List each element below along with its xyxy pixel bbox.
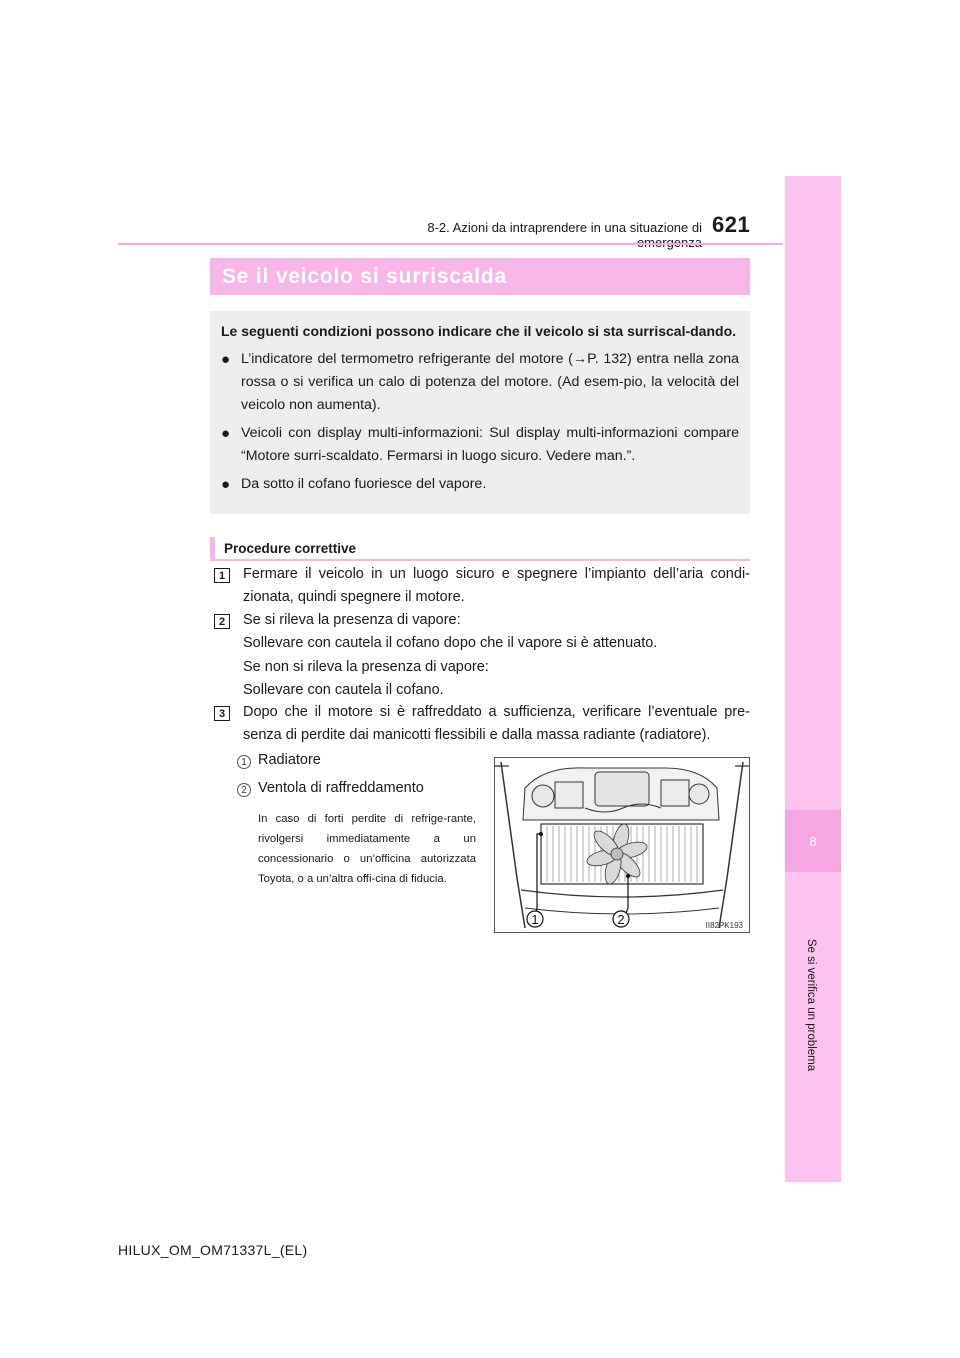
- list-item: [221, 473, 739, 496]
- bullet-text: L’indicatore del termometro refrigerante del motore (→P. 132) entra nella zona rossa o si verifica un calo di potenza del motore. (Ad esem-pio, la velocità del veicolo non aumenta).: [241, 351, 739, 413]
- figure-marker-1: 1: [531, 912, 539, 927]
- figure-code: II82PK193: [705, 921, 743, 930]
- procedure-heading-rule: [210, 559, 750, 561]
- step-text-1: Fermare il veicolo in un luogo sicuro e spegnere l’impianto dell’aria condi-zionata, quindi spegnere il motore.: [243, 566, 750, 605]
- list-item: [221, 422, 739, 468]
- chapter-side-label: [800, 905, 822, 1105]
- chapter-number: 8: [785, 810, 841, 872]
- engine-bay-illustration: [495, 758, 749, 932]
- procedure-heading: [210, 537, 750, 560]
- intro-box: [210, 311, 750, 514]
- step-text-2a-line2: Sollevare con cautela il cofano dopo che il vapore si è attenuato.: [243, 635, 658, 651]
- document-footer: HILUX_OM_OM71337L_(EL): [118, 1242, 308, 1258]
- step-number-3: 3: [214, 706, 230, 721]
- callout-number-2: 2: [237, 783, 251, 797]
- section-title-text: Se il veicolo si surriscalda: [222, 264, 508, 288]
- step-text-2b-line1: Se non si rileva la presenza di vapore:: [243, 659, 489, 675]
- chapter-title: 8-2. Azioni da intraprendere in una situazione di: [427, 220, 702, 235]
- bullet-text: Da sotto il cofano fuoriesce del vapore.: [241, 476, 487, 492]
- list-item: [221, 348, 739, 417]
- chapter-side-label-text: Se si verifica un problema: [805, 938, 817, 1072]
- section-title: [210, 258, 750, 295]
- intro-lead: Le seguenti condizioni possono indicare che il veicolo si sta surriscal-dando.: [221, 323, 737, 339]
- procedure-heading-text: Procedure correttive: [224, 541, 357, 556]
- bullet-icon: ●: [221, 351, 231, 368]
- step-text-2a-line1: Se si rileva la presenza di vapore:: [243, 612, 461, 628]
- coolant-leak-note: In caso di forti perdite di refrige-rante, rivolgersi immediatamente a un concessionario o un’officina autorizzata Toyota, o a un’altra offi-cina di fiducia.: [258, 813, 476, 885]
- page-number: 621: [712, 212, 751, 237]
- step-number-2: 2: [214, 614, 230, 629]
- callout-label-radiator: Radiatore: [258, 752, 321, 768]
- figure-marker-2: 2: [617, 912, 625, 927]
- engine-bay-figure: [494, 757, 750, 933]
- bullet-icon: ●: [221, 476, 231, 493]
- step-text-3: Dopo che il motore si è raffreddato a sufficienza, verificare l’eventuale pre-senza di perdite dai manicotti flessibili e dalla massa radiante (radiatore).: [243, 704, 750, 743]
- bullet-icon: ●: [221, 425, 231, 442]
- callout-number-1: 1: [237, 755, 251, 769]
- step-number-1: 1: [214, 568, 230, 583]
- callout-label-fan: Ventola di raffreddamento: [258, 780, 424, 796]
- bullet-text: Veicoli con display multi-informazioni: Sul display multi-informazioni compare “Motore surri-scaldato. Fermarsi in luogo sicuro. Vedere man.”.: [241, 425, 739, 464]
- step-text-2b-line2: Sollevare con cautela il cofano.: [243, 682, 444, 698]
- header-rule: [118, 243, 783, 245]
